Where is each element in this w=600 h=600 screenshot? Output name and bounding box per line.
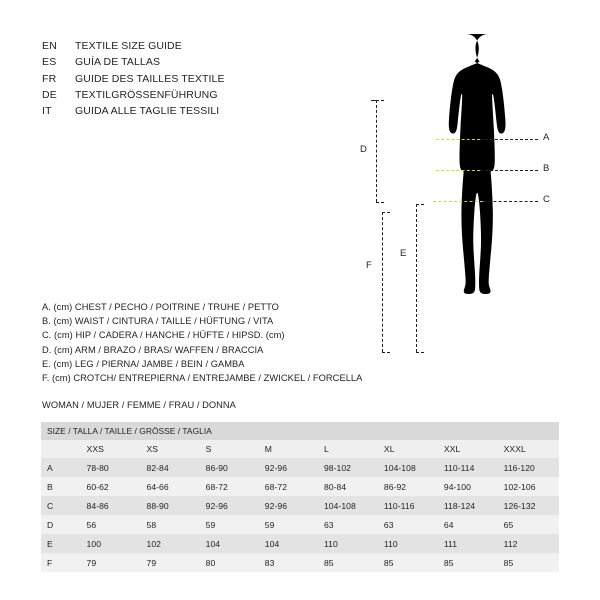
crotch-bracket-cap-bottom <box>382 352 390 353</box>
column-header-xl: XL <box>378 440 438 458</box>
cell-d-xl: 63 <box>378 515 438 534</box>
column-header-s: S <box>200 440 259 458</box>
cell-c-xs: 88-90 <box>140 496 199 515</box>
cell-d-l: 63 <box>318 515 378 534</box>
language-code: EN <box>42 40 57 52</box>
legend-line-a: A. (cm) CHEST / PECHO / POITRINE / TRUHE / PETTO <box>42 302 279 312</box>
size-table-wrapper <box>41 422 559 572</box>
measurement-legend <box>42 300 362 385</box>
cell-d-xxxl: 65 <box>498 515 559 534</box>
cell-c-s: 92-96 <box>200 496 259 515</box>
legend-line-c: C. (cm) HIP / CADERA / HANCHE / HÜFTE / HIPSD. (cm) <box>42 330 285 341</box>
label-b: B <box>543 163 550 174</box>
table-column-row <box>41 440 559 458</box>
row-label-f: F <box>41 553 81 572</box>
cell-b-xs: 64-66 <box>140 477 199 496</box>
cell-c-xl: 110-116 <box>378 496 438 515</box>
cell-b-xxl: 94-100 <box>438 477 498 496</box>
language-row <box>42 87 225 103</box>
cell-a-s: 86-90 <box>200 458 259 477</box>
cell-f-m: 83 <box>259 553 318 572</box>
cell-d-xxl: 64 <box>438 515 498 534</box>
cell-e-m: 104 <box>259 534 318 553</box>
cell-c-xxl: 118-124 <box>438 496 498 515</box>
column-header-xxs: XXS <box>81 440 141 458</box>
cell-b-xxs: 60-62 <box>81 477 141 496</box>
column-header-xs: XS <box>140 440 199 458</box>
language-row <box>42 103 225 119</box>
cell-e-xxs: 100 <box>81 534 141 553</box>
row-label-c: C <box>41 496 81 515</box>
cell-a-m: 92-96 <box>259 458 318 477</box>
cell-a-xl: 104-108 <box>378 458 438 477</box>
size-table <box>41 422 559 572</box>
crotch-bracket-line <box>382 212 383 352</box>
arm-bracket-cap-bottom <box>376 202 384 203</box>
column-header-l: L <box>318 440 378 458</box>
cell-f-xxxl: 85 <box>498 553 559 572</box>
row-label-e: E <box>41 534 81 553</box>
legend-line-b: B. (cm) WAIST / CINTURA / TAILLE / HÜFTUNG / VITA <box>42 316 274 327</box>
chest-leader-line <box>480 139 538 140</box>
cell-d-m: 59 <box>259 515 318 534</box>
cell-a-xxs: 78-80 <box>81 458 141 477</box>
table-header-label: SIZE / TALLA / TAILLE / GRÖSSE / TAGLIA <box>41 422 559 440</box>
cell-f-xxl: 85 <box>438 553 498 572</box>
language-title: TEXTILE SIZE GUIDE <box>75 40 182 52</box>
language-row <box>42 71 225 87</box>
cell-f-xl: 85 <box>378 553 438 572</box>
table-row <box>41 534 559 553</box>
table-row <box>41 477 559 496</box>
table-row <box>41 515 559 534</box>
cell-d-s: 59 <box>200 515 259 534</box>
cell-b-l: 80-84 <box>318 477 378 496</box>
column-header-m: M <box>259 440 318 458</box>
table-row <box>41 553 559 572</box>
gender-line: WOMAN / MUJER / FEMME / FRAU / DONNA <box>42 400 236 410</box>
row-label-b: B <box>41 477 81 496</box>
cell-c-xxxl: 126-132 <box>498 496 559 515</box>
language-header-block <box>42 38 225 119</box>
language-code: IT <box>42 105 52 118</box>
table-corner-cell <box>41 440 81 458</box>
language-row <box>42 54 225 70</box>
label-f: F <box>366 260 372 271</box>
row-label-d: D <box>41 515 81 534</box>
cell-b-xxxl: 102-106 <box>498 477 559 496</box>
label-a: A <box>543 132 550 143</box>
language-code: ES <box>42 56 57 69</box>
language-code: DE <box>42 88 57 101</box>
cell-f-s: 80 <box>200 553 259 572</box>
label-d: D <box>360 144 367 155</box>
table-header-row <box>41 422 559 440</box>
table-row <box>41 458 559 477</box>
cell-b-xl: 86-92 <box>378 477 438 496</box>
column-header-xxl: XXL <box>438 440 498 458</box>
chest-guide-line <box>436 139 480 140</box>
leg-bracket-line <box>416 204 417 352</box>
hip-leader-line <box>483 201 538 202</box>
language-title: GUIDA ALLE TAGLIE TESSILI <box>75 105 220 118</box>
cell-d-xxs: 56 <box>81 515 141 534</box>
cell-c-m: 92-96 <box>259 496 318 515</box>
leg-bracket-cap-bottom <box>416 352 424 353</box>
language-title: GUIDE DES TAILLES TEXTILE <box>75 72 225 85</box>
figure-diagram <box>340 20 580 400</box>
cell-e-xxl: 111 <box>438 534 498 553</box>
label-e: E <box>400 248 407 259</box>
cell-f-xs: 79 <box>140 553 199 572</box>
cell-e-xs: 102 <box>140 534 199 553</box>
leg-bracket-cap-top <box>416 204 424 205</box>
female-silhouette <box>428 30 548 390</box>
arm-bracket-line <box>376 100 377 202</box>
cell-e-l: 110 <box>318 534 378 553</box>
legend-line-f: F. (cm) CROTCH/ ENTREPIERNA / ENTREJAMBE / ZWICKEL / FORCELLA <box>42 373 363 384</box>
cell-a-xxxl: 116-120 <box>498 458 559 477</box>
label-c: C <box>543 194 550 205</box>
table-row <box>41 496 559 515</box>
language-title: GUÍA DE TALLAS <box>75 56 161 69</box>
cell-f-xxs: 79 <box>81 553 141 572</box>
waist-leader-line <box>480 170 538 171</box>
legend-line-d: D. (cm) ARM / BRAZO / BRAS/ WAFFEN / BRACCIA <box>42 344 264 355</box>
waist-guide-line <box>436 170 480 171</box>
crotch-bracket-cap-top <box>382 212 390 213</box>
cell-b-s: 68-72 <box>200 477 259 496</box>
cell-e-s: 104 <box>200 534 259 553</box>
cell-a-l: 98-102 <box>318 458 378 477</box>
cell-a-xs: 82-84 <box>140 458 199 477</box>
column-header-xxxl: XXXL <box>498 440 559 458</box>
language-code: FR <box>42 72 57 85</box>
row-label-a: A <box>41 458 81 477</box>
cell-e-xxxl: 112 <box>498 534 559 553</box>
cell-d-xs: 58 <box>140 515 199 534</box>
hip-guide-line <box>433 201 483 202</box>
cell-b-m: 68-72 <box>259 477 318 496</box>
arm-bracket-cap-top <box>376 100 384 101</box>
language-row <box>42 38 225 54</box>
cell-f-l: 85 <box>318 553 378 572</box>
cell-c-l: 104-108 <box>318 496 378 515</box>
cell-e-xl: 110 <box>378 534 438 553</box>
language-title: TEXTILGRÖSSENFÜHRUNG <box>75 88 218 101</box>
cell-c-xxs: 84-86 <box>81 496 141 515</box>
legend-line-e: E. (cm) LEG / PIERNA/ JAMBE / BEIN / GAMBA <box>42 358 245 369</box>
cell-a-xxl: 110-114 <box>438 458 498 477</box>
